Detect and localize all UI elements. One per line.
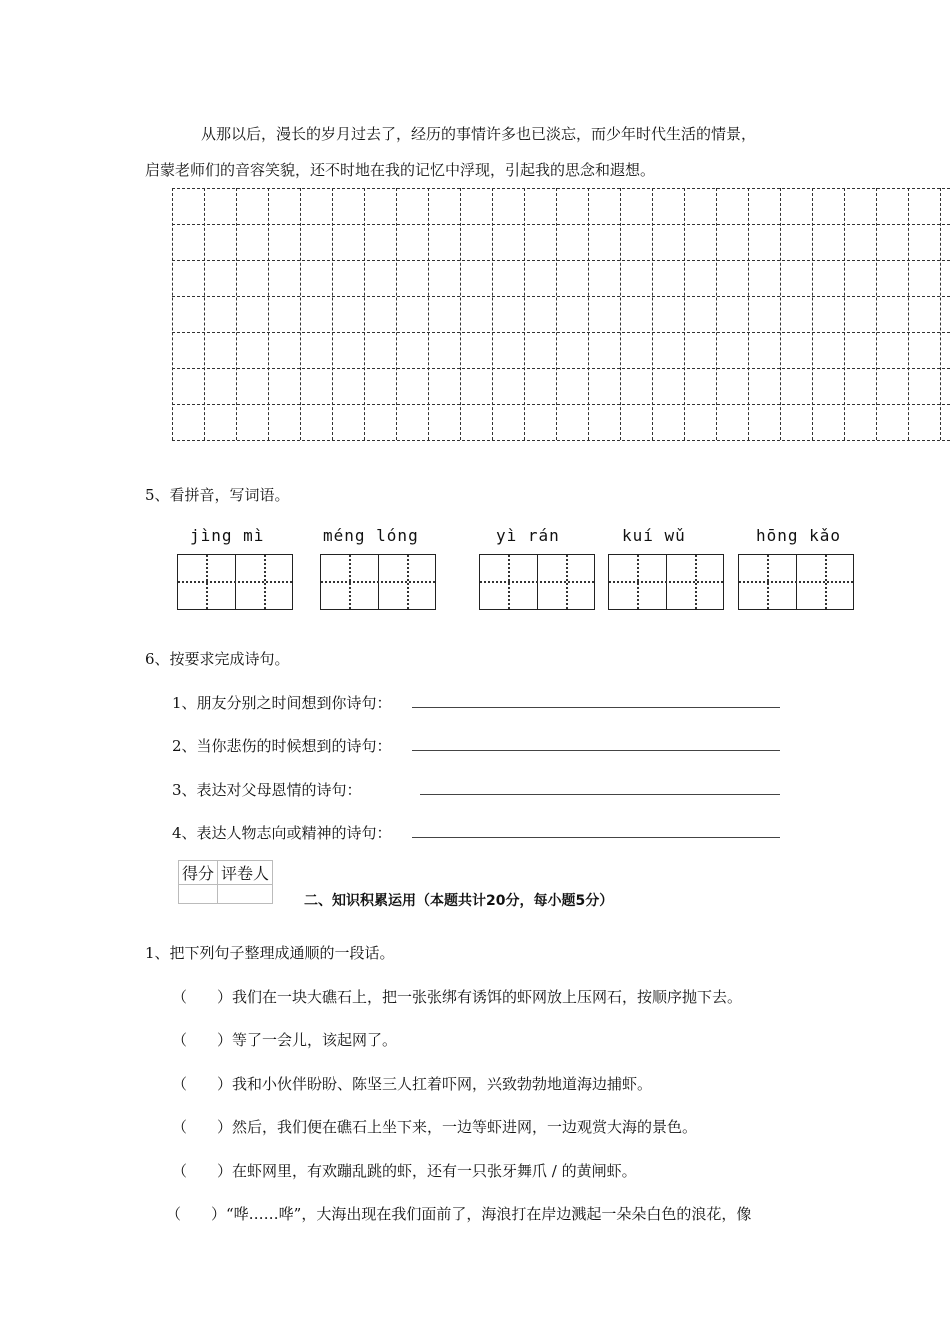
poem-prompt: 1、朋友分别之时间想到你诗句： (172, 694, 392, 712)
answer-line[interactable] (420, 794, 780, 795)
grid-line (716, 188, 717, 440)
sentence-item: （ ）我和小伙伴盼盼、陈坚三人扛着吓网，兴致勃勃地道海边捕虾。 (172, 1075, 653, 1093)
grid-line (940, 188, 941, 440)
pinyin-label: hōng kǎo (756, 526, 842, 545)
grid-line (620, 188, 621, 440)
grid-line (876, 188, 877, 440)
sentence-item: （ ）然后，我们便在礁石上坐下来，一边等虾进网，一边观赏大海的景色。 (172, 1118, 698, 1136)
grid-line (172, 224, 950, 225)
poem-prompt: 4、表达人物志向或精神的诗句： (172, 824, 392, 842)
grid-line (556, 188, 557, 440)
pinyin-label: yì rán (496, 526, 560, 545)
q5-title: 5、看拼音，写词语。 (145, 486, 290, 504)
sentence-item: （ ）在虾网里，有欢蹦乱跳的虾，还有一只张牙舞爪 / 的黄闸虾。 (172, 1162, 637, 1180)
sentence-item: （ ）等了一会儿，该起网了。 (172, 1031, 398, 1049)
grid-line (204, 188, 205, 440)
passage (145, 116, 815, 188)
grid-line (684, 188, 685, 440)
grid-line (236, 188, 237, 440)
writing-box[interactable] (320, 554, 436, 610)
grid-line (748, 188, 749, 440)
grid-line (396, 188, 397, 440)
grid-line (812, 188, 813, 440)
grid-line (428, 188, 429, 440)
writing-box[interactable] (738, 554, 854, 610)
grid-line (172, 332, 950, 333)
grid-line (268, 188, 269, 440)
poem-prompt: 2、当你悲伤的时候想到的诗句： (172, 737, 392, 755)
s2q1-title: 1、把下列句子整理成通顺的一段话。 (145, 944, 395, 962)
score-table (178, 860, 273, 904)
writing-box[interactable] (608, 554, 724, 610)
sentence-item: （ ）我们在一块大礁石上，把一张张绑有诱饵的虾网放上压网石，按顺序抛下去。 (172, 988, 743, 1006)
score-cell[interactable] (179, 885, 218, 904)
grid-line (492, 188, 493, 440)
writing-box[interactable] (479, 554, 595, 610)
passage-line-1: 从那以后，漫长的岁月过去了，经历的事情许多也已淡忘，而少年时代生活的情景， (201, 125, 757, 143)
grid-line (172, 260, 950, 261)
score-header: 得分 (179, 861, 218, 885)
pinyin-label: kuí wǔ (622, 526, 686, 545)
section-title: 二、知识积累运用（本题共计20分，每小题5分） (304, 893, 614, 909)
grid-line (780, 188, 781, 440)
grid-line (172, 188, 173, 440)
grid-line (908, 188, 909, 440)
grid-line (460, 188, 461, 440)
pinyin-label: méng lóng (323, 526, 419, 545)
grid-line (172, 404, 950, 405)
grid-line (300, 188, 301, 440)
grid-line (172, 368, 950, 369)
grid-line (332, 188, 333, 440)
q6-title: 6、按要求完成诗句。 (145, 650, 290, 668)
grid-line (652, 188, 653, 440)
answer-line[interactable] (412, 707, 780, 708)
grid-line (172, 440, 950, 441)
passage-line-2: 启蒙老师们的音容笑貌，还不时地在我的记忆中浮现，引起我的思念和遐想。 (145, 161, 656, 179)
grid-line (588, 188, 589, 440)
answer-line[interactable] (412, 750, 780, 751)
grid-line (524, 188, 525, 440)
grid-line (844, 188, 845, 440)
grader-header: 评卷人 (218, 861, 273, 885)
grid-line (172, 296, 950, 297)
grid-line (364, 188, 365, 440)
grid-line (172, 188, 950, 189)
grader-cell[interactable] (218, 885, 273, 904)
poem-prompt: 3、表达对父母恩情的诗句： (172, 781, 362, 799)
pinyin-label: jìng mì (190, 526, 265, 545)
writing-box[interactable] (177, 554, 293, 610)
sentence-item: （ ）“哗……哗”，大海出现在我们面前了，海浪打在岸边溅起一朵朵白色的浪花，像 (166, 1205, 752, 1223)
answer-line[interactable] (412, 837, 780, 838)
